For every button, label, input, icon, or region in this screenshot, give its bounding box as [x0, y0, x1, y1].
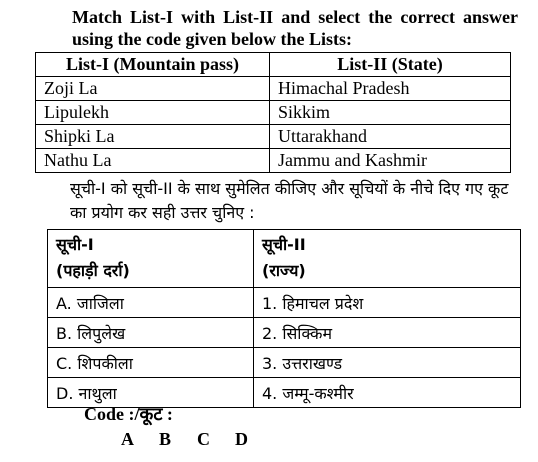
code-letter: A: [121, 429, 134, 449]
list-2-item: Jammu and Kashmir: [270, 149, 511, 173]
table-row: [48, 348, 521, 378]
list-2-item: 3. उत्तराखण्ड: [254, 348, 521, 378]
list-2-header-line1: सूची-II: [262, 235, 306, 254]
table-row: [36, 149, 511, 173]
list-1-item: C. शिपकीला: [48, 348, 254, 378]
list-2-item: Himachal Pradesh: [270, 77, 511, 101]
table-header-row: [36, 53, 511, 77]
list-2-header: List-II (State): [270, 53, 511, 77]
list-2-item: Sikkim: [270, 101, 511, 125]
list-1-item: Shipki La: [36, 125, 270, 149]
list-1-header-line1: सूची-I: [56, 235, 94, 254]
question-heading-english: Match List-I with List-II and select the correct answer using the code given below the Lists:: [72, 7, 518, 49]
list-2-item: Uttarakhand: [270, 125, 511, 149]
table-row: [36, 125, 511, 149]
list-1-item: D. नाथुला: [48, 378, 254, 408]
list-1-header: List-I (Mountain pass): [36, 53, 270, 77]
table-row: [36, 101, 511, 125]
list-2-item: 2. सिक्किम: [254, 318, 521, 348]
list-2-item: 4. जम्मू-कश्मीर: [254, 378, 521, 408]
list-1-header-line2: (पहाड़ी दर्रा): [56, 261, 130, 280]
code-letter: D: [235, 429, 248, 449]
list-1-header-hindi: [48, 230, 254, 288]
match-table-english: [35, 52, 511, 173]
list-1-item: Lipulekh: [36, 101, 270, 125]
code-letter: C: [197, 429, 210, 449]
list-1-item: A. जाजिला: [48, 288, 254, 318]
code-letters: [121, 429, 273, 450]
list-1-item: Nathu La: [36, 149, 270, 173]
code-label: Code :/कूट :: [84, 404, 173, 424]
list-2-header-line2: (राज्य): [262, 261, 306, 280]
table-row: [48, 288, 521, 318]
question-heading-hindi: सूची-I को सूची-II के साथ सुमेलित कीजिए और सूचियों के नीचे दिए गए कूट का प्रयोग कर सही उत्तर चुनिए :: [70, 179, 509, 222]
table-row: [48, 318, 521, 348]
table-header-row: [48, 230, 521, 288]
code-letter: B: [159, 429, 172, 449]
match-table-hindi: [47, 229, 521, 408]
list-1-item: B. लिपुलेख: [48, 318, 254, 348]
list-1-item: Zoji La: [36, 77, 270, 101]
list-2-item: 1. हिमाचल प्रदेश: [254, 288, 521, 318]
table-row: [36, 77, 511, 101]
list-2-header-hindi: [254, 230, 521, 288]
